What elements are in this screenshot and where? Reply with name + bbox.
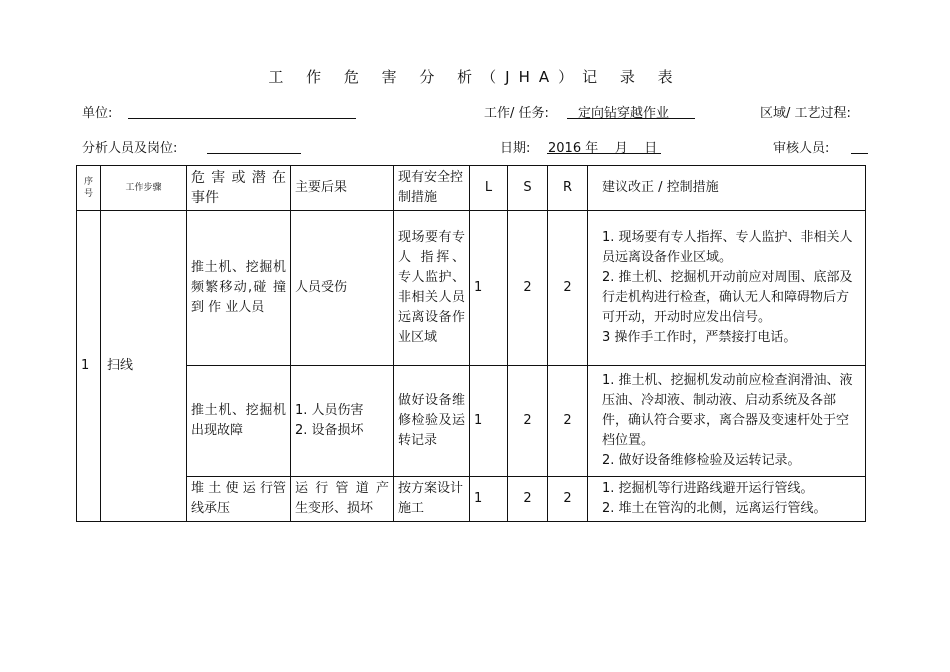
col-header-suggestion: 建议改正 / 控制措施 bbox=[588, 166, 866, 211]
row-number: 1 bbox=[77, 211, 101, 522]
page-title: 工 作 危 害 分 析（JHA）记 录 表 bbox=[268, 68, 682, 86]
table-header-row bbox=[77, 166, 866, 211]
table-row bbox=[77, 211, 866, 366]
s-cell: 2 bbox=[508, 366, 548, 477]
col-header-consequence: 主要后果 bbox=[291, 166, 394, 211]
hazard-cell: 推土机、挖掘机频繁移动,碰 撞 到 作 业人员 bbox=[187, 211, 291, 366]
analyst-label: 分析人员及岗位: bbox=[82, 141, 178, 156]
l-cell: 1 bbox=[470, 211, 508, 366]
l-cell: 1 bbox=[470, 366, 508, 477]
jha-table bbox=[76, 165, 866, 522]
col-header-s: S bbox=[508, 166, 548, 211]
analyst-field[interactable] bbox=[207, 153, 301, 154]
date-label: 日期: bbox=[500, 141, 531, 156]
suggestion-cell bbox=[588, 211, 866, 366]
unit-label: 单位: bbox=[82, 106, 113, 121]
controls-cell: 按方案设计施工 bbox=[394, 477, 470, 522]
suggestion-cell bbox=[588, 366, 866, 477]
controls-cell: 做好设备维修检验及运转记录 bbox=[394, 366, 470, 477]
task-value: 定向钻穿越作业 bbox=[578, 106, 670, 121]
s-cell: 2 bbox=[508, 477, 548, 522]
col-header-l: L bbox=[470, 166, 508, 211]
reviewer-field[interactable] bbox=[851, 153, 868, 154]
col-header-no: 序号 bbox=[77, 166, 101, 211]
table-row bbox=[77, 477, 866, 522]
col-header-step: 工作步骤 bbox=[101, 166, 187, 211]
consequence-cell bbox=[291, 366, 394, 477]
row-step: 扫线 bbox=[101, 211, 187, 522]
area-label: 区域/ 工艺过程: bbox=[760, 106, 851, 121]
controls-cell: 现场要有专 人 指挥、专人监护、非相关人员远离设备作业区域 bbox=[394, 211, 470, 366]
col-header-controls: 现有安全控制措施 bbox=[394, 166, 470, 211]
r-cell: 2 bbox=[548, 366, 588, 477]
table-row bbox=[77, 366, 866, 477]
suggestion-line: 1. 推土机、挖掘机发动前应检查润滑油、液压油、冷却液、制动液、启动系统及各部件，确认符合要求，离合器及变速杆处于空档位置。 bbox=[602, 373, 853, 448]
date-value: 2016 年 月 日 bbox=[548, 141, 658, 156]
consequence-line: 2. 设备损坏 bbox=[295, 423, 364, 438]
r-cell: 2 bbox=[548, 477, 588, 522]
suggestion-line: 2. 推土机、挖掘机开动前应对周围、底部及行走机构进行检查，确认无人和障碍物后方可开动，开动时应发出信号。 bbox=[602, 270, 853, 325]
consequence-line: 1. 人员伤害 bbox=[295, 403, 364, 418]
r-cell: 2 bbox=[548, 211, 588, 366]
consequence-cell: 运 行 管 道 产生变形、损坏 bbox=[291, 477, 394, 522]
suggestion-line: 1. 挖掘机等行进路线避开运行管线。 bbox=[602, 481, 814, 496]
suggestion-line: 1. 现场要有专人指挥、专人监护、非相关人员远离设备作业区域。 bbox=[602, 230, 853, 265]
consequence-cell: 人员受伤 bbox=[291, 211, 394, 366]
unit-field[interactable] bbox=[128, 118, 356, 119]
hazard-cell: 推土机、挖掘机出现故障 bbox=[187, 366, 291, 477]
s-cell: 2 bbox=[508, 211, 548, 366]
suggestion-cell bbox=[588, 477, 866, 522]
suggestion-line: 3 操作手工作时，严禁接打电话。 bbox=[602, 330, 797, 345]
col-header-hazard: 危 害 或 潜 在事件 bbox=[187, 166, 291, 211]
l-cell: 1 bbox=[470, 477, 508, 522]
task-label: 工作/ 任务: bbox=[484, 106, 549, 121]
col-header-r: R bbox=[548, 166, 588, 211]
hazard-cell: 堆 土 使 运 行管线承压 bbox=[187, 477, 291, 522]
reviewer-label: 审核人员: bbox=[773, 141, 830, 156]
suggestion-line: 2. 做好设备维修检验及运转记录。 bbox=[602, 453, 801, 468]
suggestion-line: 2. 堆土在管沟的北侧，远离运行管线。 bbox=[602, 501, 827, 516]
